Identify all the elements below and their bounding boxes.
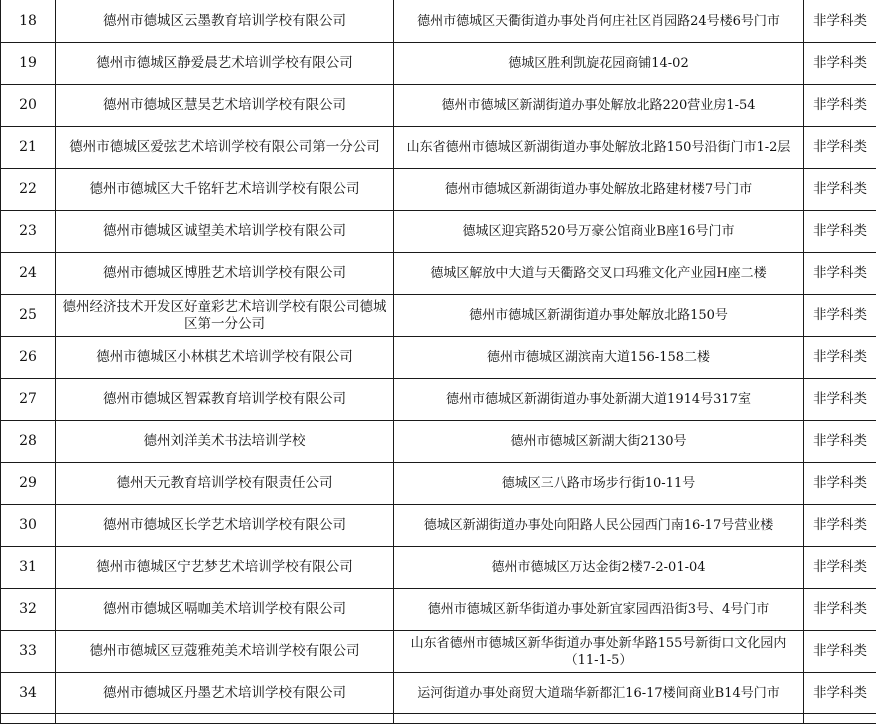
school-name: 德州市德城区智霖教育培训学校有限公司 [56, 379, 394, 421]
school-name: 德州天元教育培训学校有限责任公司 [56, 463, 394, 505]
table-row [1, 127, 876, 169]
school-address: 德城区三八路市场步行街10-11号 [394, 463, 804, 505]
row-number: 23 [1, 211, 56, 253]
school-category: 非学科类 [804, 589, 876, 631]
row-number: 18 [1, 0, 56, 43]
school-category: 非学科类 [804, 169, 876, 211]
school-name: 德州市德城区爱弦艺术培训学校有限公司第一分公司 [56, 127, 394, 169]
row-number: 33 [1, 631, 56, 673]
table-row [1, 673, 876, 714]
row-number: 32 [1, 589, 56, 631]
school-category: 非学科类 [804, 211, 876, 253]
school-name: 德州市德城区长学艺术培训学校有限公司 [56, 505, 394, 547]
row-number: 30 [1, 505, 56, 547]
school-name: 德州市德城区丹墨艺术培训学校有限公司 [56, 673, 394, 714]
table-row [1, 379, 876, 421]
school-address: 德州市德城区新湖街道办事处解放北路220营业房1-54 [394, 85, 804, 127]
row-number: 26 [1, 337, 56, 379]
school-address: 德城区解放中大道与天衢路交叉口玛雅文化产业园H座二楼 [394, 253, 804, 295]
table-row [1, 463, 876, 505]
table-row [1, 589, 876, 631]
table-row [1, 0, 876, 43]
school-name: 德州市德城区大千铭轩艺术培训学校有限公司 [56, 169, 394, 211]
school-address: 德州市德城区湖滨南大道156-158二楼 [394, 337, 804, 379]
school-category: 非学科类 [804, 547, 876, 589]
school-name: 德州市德城区诚望美术培训学校有限公司 [56, 211, 394, 253]
table-row [1, 43, 876, 85]
school-address: 山东省德州市德城区新湖街道办事处解放北路150号沿街门市1-2层 [394, 127, 804, 169]
empty-cell [804, 714, 876, 724]
empty-cell [1, 714, 56, 724]
school-category: 非学科类 [804, 379, 876, 421]
school-name: 德州市德城区嗝咖美术培训学校有限公司 [56, 589, 394, 631]
school-name: 德州市德城区豆蔻雅苑美术培训学校有限公司 [56, 631, 394, 673]
table-row [1, 169, 876, 211]
row-number: 20 [1, 85, 56, 127]
school-name: 德州市德城区小林棋艺术培训学校有限公司 [56, 337, 394, 379]
school-address: 德城区胜利凯旋花园商铺14-02 [394, 43, 804, 85]
school-address: 德州市德城区新华街道办事处新宜家园西沿街3号、4号门市 [394, 589, 804, 631]
school-category: 非学科类 [804, 127, 876, 169]
school-name: 德州市德城区博胜艺术培训学校有限公司 [56, 253, 394, 295]
school-address: 运河街道办事处商贸大道瑞华新都汇16-17楼间商业B14号门市 [394, 673, 804, 714]
school-name: 德州经济技术开发区好童彩艺术培训学校有限公司德城区第一分公司 [56, 295, 394, 337]
empty-cell [394, 714, 804, 724]
table-row-partial [1, 714, 876, 724]
row-number: 28 [1, 421, 56, 463]
school-category: 非学科类 [804, 253, 876, 295]
table-row [1, 253, 876, 295]
school-name: 德州市德城区云墨教育培训学校有限公司 [56, 0, 394, 43]
school-address: 德州市德城区天衢街道办事处肖何庄社区肖园路24号楼6号门市 [394, 0, 804, 43]
school-address: 德城区新湖街道办事处向阳路人民公园西门南16-17号营业楼 [394, 505, 804, 547]
row-number: 24 [1, 253, 56, 295]
school-address: 德州市德城区新湖街道办事处新湖大道1914号317室 [394, 379, 804, 421]
row-number: 25 [1, 295, 56, 337]
school-category: 非学科类 [804, 421, 876, 463]
table-row [1, 211, 876, 253]
school-name: 德州市德城区慧昊艺术培训学校有限公司 [56, 85, 394, 127]
school-category: 非学科类 [804, 337, 876, 379]
school-address: 德州市德城区新湖街道办事处解放北路建材楼7号门市 [394, 169, 804, 211]
school-category: 非学科类 [804, 631, 876, 673]
school-name: 德州刘洋美术书法培训学校 [56, 421, 394, 463]
school-name: 德州市德城区宁艺梦艺术培训学校有限公司 [56, 547, 394, 589]
school-address: 德州市德城区新湖街道办事处解放北路150号 [394, 295, 804, 337]
table-row [1, 421, 876, 463]
table-row [1, 295, 876, 337]
school-category: 非学科类 [804, 505, 876, 547]
school-address: 德城区迎宾路520号万豪公馆商业B座16号门市 [394, 211, 804, 253]
row-number: 27 [1, 379, 56, 421]
table-row [1, 631, 876, 673]
row-number: 29 [1, 463, 56, 505]
row-number: 31 [1, 547, 56, 589]
school-category: 非学科类 [804, 0, 876, 43]
table-row [1, 505, 876, 547]
row-number: 21 [1, 127, 56, 169]
school-category: 非学科类 [804, 43, 876, 85]
school-address: 德州市德城区新湖大街2130号 [394, 421, 804, 463]
school-category: 非学科类 [804, 673, 876, 714]
row-number: 34 [1, 673, 56, 714]
row-number: 22 [1, 169, 56, 211]
school-address: 山东省德州市德城区新华街道办事处新华路155号新街口文化园内（11-1-5） [394, 631, 804, 673]
school-address: 德州市德城区万达金街2楼7-2-01-04 [394, 547, 804, 589]
school-category: 非学科类 [804, 85, 876, 127]
table-row [1, 337, 876, 379]
school-category: 非学科类 [804, 463, 876, 505]
table-row [1, 85, 876, 127]
empty-cell [56, 714, 394, 724]
table-row [1, 547, 876, 589]
row-number: 19 [1, 43, 56, 85]
school-name: 德州市德城区静爱晨艺术培训学校有限公司 [56, 43, 394, 85]
school-category: 非学科类 [804, 295, 876, 337]
table-body [1, 0, 876, 724]
